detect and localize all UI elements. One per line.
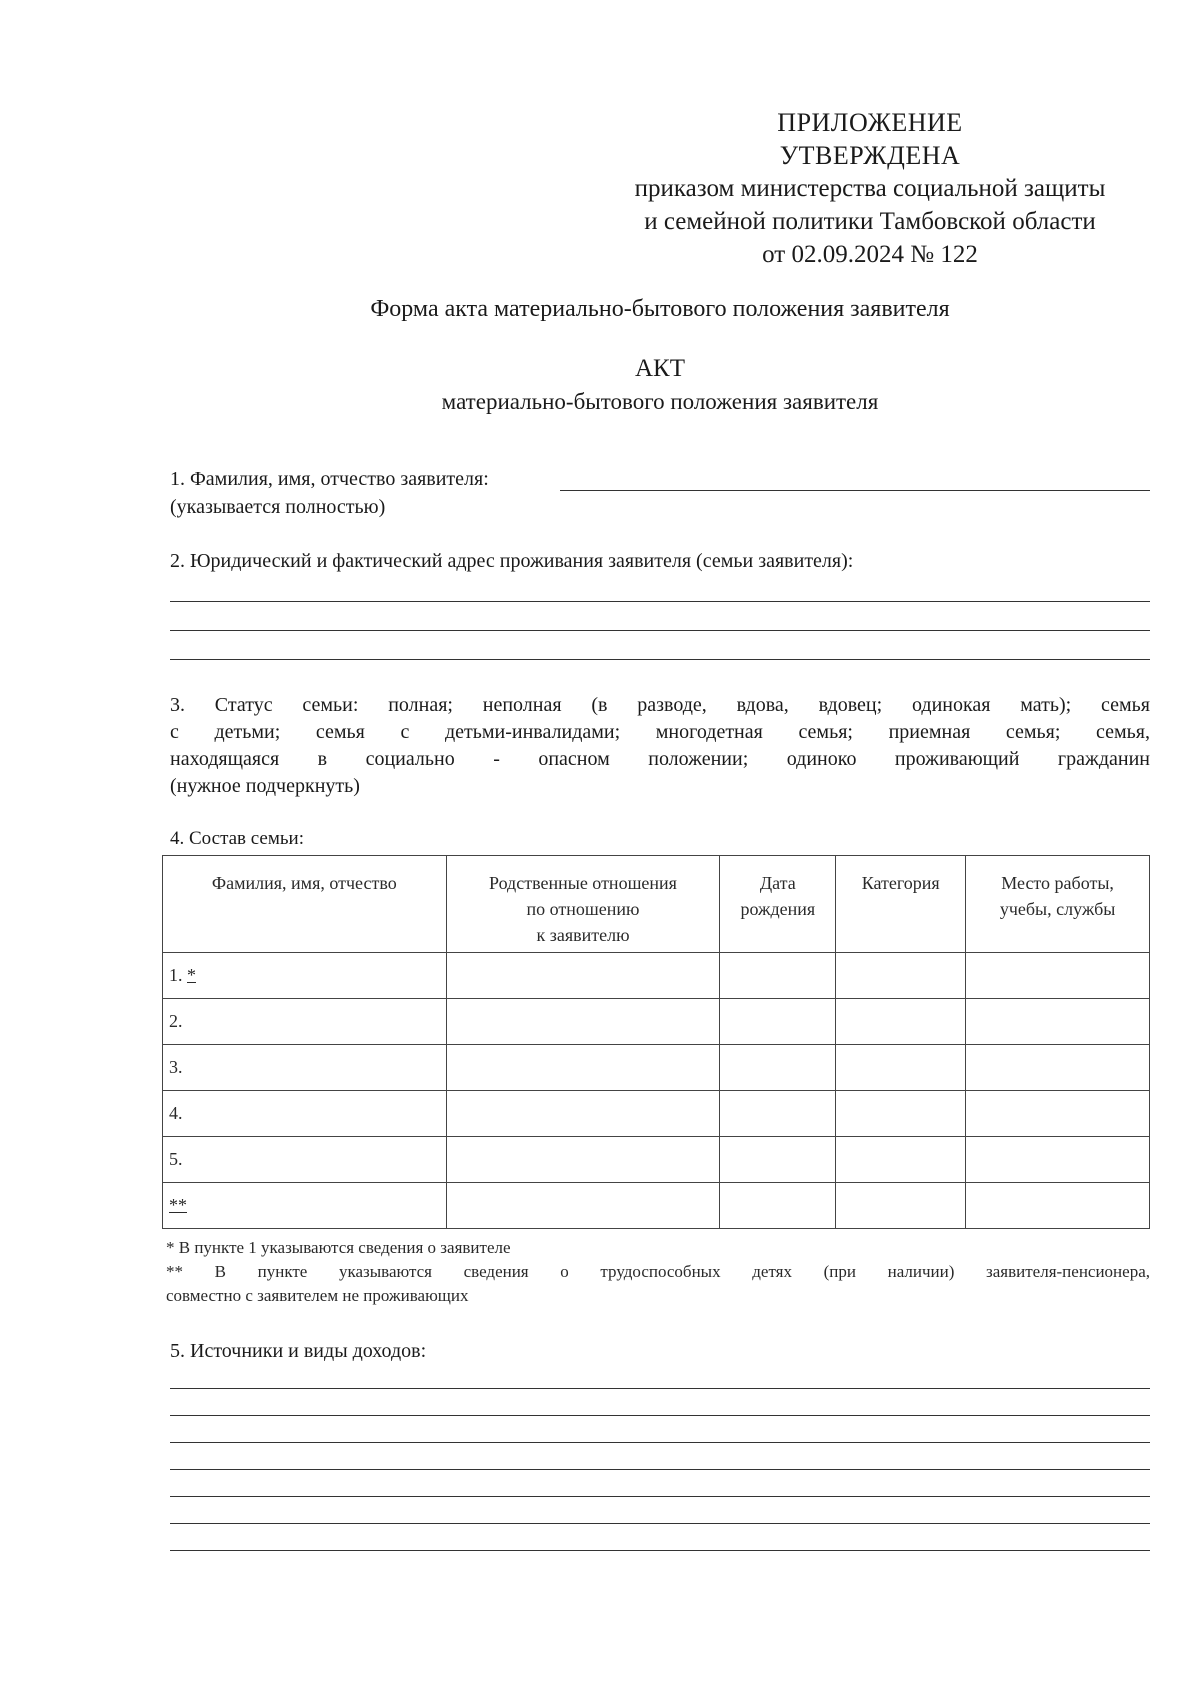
- table-row: [163, 1137, 1150, 1183]
- row-4-relationship-cell[interactable]: [446, 1091, 720, 1137]
- row-5-number: 5.: [169, 1149, 183, 1169]
- header-birth-date: [720, 856, 836, 953]
- header-full-name: [163, 856, 447, 953]
- row-6-double-asterisk: **: [169, 1195, 187, 1215]
- income-sources-label: 5. Источники и виды доходов:: [170, 1340, 427, 1362]
- act-title-block: [120, 352, 1200, 418]
- header-birth-date-l1: Дата: [759, 873, 796, 893]
- row-4-workplace-cell[interactable]: [966, 1091, 1150, 1137]
- footnote-2-line-2: совместно с заявителем не проживающих: [166, 1286, 469, 1305]
- income-line-2[interactable]: [170, 1415, 1150, 1416]
- row-6-name-cell[interactable]: [163, 1183, 447, 1229]
- act-title: АКТ: [635, 355, 685, 382]
- row-4-category-cell[interactable]: [836, 1091, 966, 1137]
- row-1-asterisk: *: [187, 965, 196, 985]
- row-5-workplace-cell[interactable]: [966, 1137, 1150, 1183]
- row-1-relationship-cell[interactable]: [446, 953, 720, 999]
- family-status-line-2: с детьми; семья с детьми-инвалидами; многодетная семья; приемная семья; семья,: [170, 721, 1150, 743]
- table-row: [163, 953, 1150, 999]
- act-subtitle: материально-бытового положения заявителя: [441, 389, 879, 414]
- header-birth-date-l2: рождения: [740, 899, 816, 919]
- table-row: [163, 1091, 1150, 1137]
- order-date-number: от 02.09.2024 № 122: [762, 241, 978, 268]
- income-line-5[interactable]: [170, 1496, 1150, 1497]
- row-6-relationship-cell[interactable]: [446, 1183, 720, 1229]
- row-5-name-cell[interactable]: [163, 1137, 447, 1183]
- form-title: Форма акта материально-бытового положения заявителя: [370, 296, 950, 322]
- family-composition-label: 4. Состав семьи:: [170, 828, 305, 849]
- row-3-number: 3.: [169, 1057, 183, 1077]
- footnote-2-line-1: ** В пункте указываются сведения о трудоспособных детях (при наличии) заявителя-пенсионера,: [166, 1262, 1150, 1281]
- row-3-workplace-cell[interactable]: [966, 1045, 1150, 1091]
- table-row: [163, 999, 1150, 1045]
- footnotes: [166, 1236, 1150, 1308]
- row-2-number: 2.: [169, 1011, 183, 1031]
- row-1-name-cell[interactable]: [163, 953, 447, 999]
- row-2-workplace-cell[interactable]: [966, 999, 1150, 1045]
- address-line-3[interactable]: [170, 659, 1150, 660]
- family-composition-table: [162, 855, 1150, 1229]
- row-3-name-cell[interactable]: [163, 1045, 447, 1091]
- address-line-2[interactable]: [170, 630, 1150, 631]
- row-2-relationship-cell[interactable]: [446, 999, 720, 1045]
- applicant-name-line[interactable]: [560, 490, 1150, 491]
- row-4-birth-date-cell[interactable]: [720, 1091, 836, 1137]
- order-line-1: приказом министерства социальной защиты: [634, 175, 1106, 202]
- row-2-name-cell[interactable]: [163, 999, 447, 1045]
- header-workplace: [966, 856, 1150, 953]
- applicant-name-hint: (указывается полностью): [170, 496, 386, 518]
- row-1-workplace-cell[interactable]: [966, 953, 1150, 999]
- family-status-hint: (нужное подчеркнуть): [170, 775, 360, 797]
- row-5-category-cell[interactable]: [836, 1137, 966, 1183]
- applicant-name-label: 1. Фамилия, имя, отчество заявителя:: [170, 468, 489, 490]
- appendix-heading: ПРИЛОЖЕНИЕ: [777, 108, 963, 137]
- address-line-1[interactable]: [170, 601, 1150, 602]
- address-label: 2. Юридический и фактический адрес проживания заявителя (семьи заявителя):: [170, 550, 854, 572]
- header-full-name-text: Фамилия, имя, отчество: [211, 873, 397, 893]
- approval-stamp-block: [600, 106, 1140, 271]
- row-6-birth-date-cell[interactable]: [720, 1183, 836, 1229]
- header-relationship-l1: Родственные отношения: [489, 873, 677, 893]
- row-6-category-cell[interactable]: [836, 1183, 966, 1229]
- header-category: [836, 856, 966, 953]
- income-line-3[interactable]: [170, 1442, 1150, 1443]
- table-row: [163, 1183, 1150, 1229]
- row-2-category-cell[interactable]: [836, 999, 966, 1045]
- row-2-birth-date-cell[interactable]: [720, 999, 836, 1045]
- header-relationship-l3: к заявителю: [536, 925, 630, 945]
- row-3-relationship-cell[interactable]: [446, 1045, 720, 1091]
- row-6-workplace-cell[interactable]: [966, 1183, 1150, 1229]
- row-1-category-cell[interactable]: [836, 953, 966, 999]
- header-relationship-l2: по отношению: [526, 899, 640, 919]
- row-3-category-cell[interactable]: [836, 1045, 966, 1091]
- row-5-relationship-cell[interactable]: [446, 1137, 720, 1183]
- table-row: [163, 1045, 1150, 1091]
- table-header-row: [163, 856, 1150, 953]
- order-line-2: и семейной политики Тамбовской области: [644, 208, 1096, 235]
- row-3-birth-date-cell[interactable]: [720, 1045, 836, 1091]
- row-1-birth-date-cell[interactable]: [720, 953, 836, 999]
- header-relationship: [446, 856, 720, 953]
- income-line-1[interactable]: [170, 1388, 1150, 1389]
- family-status-line-1: 3. Статус семьи: полная; неполная (в разводе, вдова, вдовец; одинокая мать); семья: [170, 694, 1150, 716]
- income-line-4[interactable]: [170, 1469, 1150, 1470]
- income-line-6[interactable]: [170, 1523, 1150, 1524]
- row-5-birth-date-cell[interactable]: [720, 1137, 836, 1183]
- family-status-line-3: находящаяся в социально - опасном положении; одиноко проживающий гражданин: [170, 748, 1150, 770]
- row-4-number: 4.: [169, 1103, 183, 1123]
- row-4-name-cell[interactable]: [163, 1091, 447, 1137]
- header-category-text: Категория: [861, 873, 940, 893]
- header-workplace-l1: Место работы,: [1001, 873, 1114, 893]
- approved-heading: УТВЕРЖДЕНА: [779, 141, 961, 170]
- family-status-paragraph: [170, 692, 1150, 800]
- row-1-number: 1.: [169, 965, 183, 985]
- footnote-1: * В пункте 1 указываются сведения о заявителе: [166, 1238, 511, 1257]
- header-workplace-l2: учебы, службы: [999, 899, 1116, 919]
- income-line-7[interactable]: [170, 1550, 1150, 1551]
